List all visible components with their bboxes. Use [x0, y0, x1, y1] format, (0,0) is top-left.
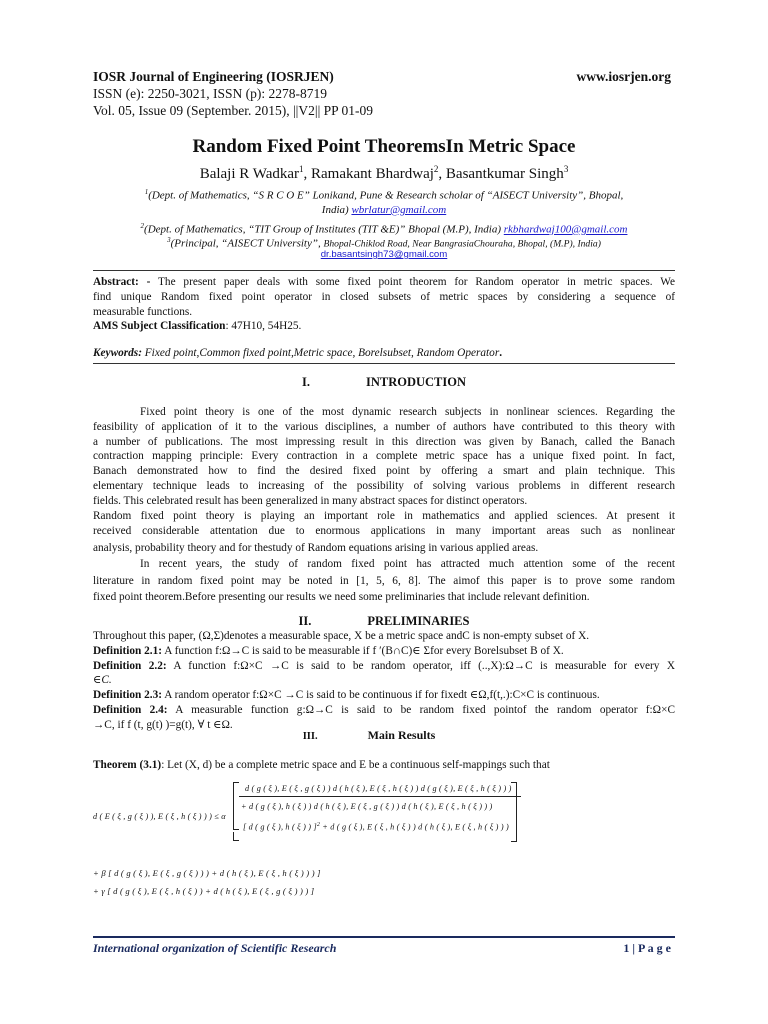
authors-line — [93, 164, 675, 183]
formula-lhs: d ( E ( ξ , g ( ξ ) ), E ( ξ , h ( ξ ) ) ) ≤ α — [93, 812, 226, 821]
footer-organization: International organization of Scientific Research — [93, 941, 337, 955]
email-link[interactable]: dr.basantsingh73@gmail.com — [320, 249, 448, 260]
author-name: Balaji R Wadkar — [199, 166, 300, 182]
abstract-line — [93, 275, 675, 290]
formula-term: + d ( g ( ξ ), E ( ξ , h ( ξ ) ) d ( h ( ξ ), E ( ξ , h ( ξ ) ) ) — [320, 822, 509, 832]
formula-denominator-1: + d ( g ( ξ ), h ( ξ ) ) d ( h ( ξ ), E ( ξ , g ( ξ ) ) d ( h ( ξ ), E ( ξ , h ( ξ ) ) ) — [241, 802, 493, 811]
affiliation-1-line-2 — [93, 203, 675, 217]
affiliation-superscript: 1 — [144, 188, 149, 196]
formula-gamma-term: + γ [ d ( g ( ξ ), E ( ξ , h ( ξ ) ) + d ( h ( ξ ), E ( ξ , g ( ξ ) ) ) ] — [93, 886, 315, 896]
text-line: fields. This celebrated result has been generalized in many abstract spaces for distinct operators. — [93, 494, 528, 507]
text-line: a number of publications. The most impressing result in this direction was given by Banach, called the Banach — [93, 435, 675, 448]
text-line: fixed point theorem.Before presenting our results we need some preliminaries that include relevant definition. — [93, 591, 590, 603]
abstract-block — [93, 275, 675, 334]
affiliation-text: Bhopal-Chiklod Road, Near BangrasiaChouraha, Bhopal, (M.P), India) — [323, 238, 601, 250]
email-link[interactable]: rkbhardwaj100@gmail.com — [503, 223, 628, 236]
author-separator: , — [438, 166, 446, 182]
formula-term: [ d ( g ( ξ ), h ( ξ ) ) ] — [243, 822, 317, 832]
definition — [93, 688, 675, 703]
formula-block — [93, 780, 533, 890]
text-line: feasibility of application of it to the various disciplines, a number of authors have contributed to this theory with — [93, 420, 675, 433]
section-title: PRELIMINARIES — [367, 614, 470, 628]
text-line: Random fixed point theory is playing an important role in mathematics and applied sciences. At present it — [93, 509, 675, 522]
keywords-end: . — [499, 347, 503, 359]
text-line: received considerable attentation due to enormous applications in many important areas such as nonlinear — [93, 525, 675, 537]
section-number: I. — [301, 375, 310, 389]
formula-bracket-left-lower — [233, 832, 239, 841]
section-heading — [93, 614, 675, 629]
text-line: In recent years, the study of random fixed point has attracted much attention some of the recent — [140, 558, 675, 570]
paper-title: Random Fixed Point TheoremsIn Metric Space — [192, 136, 576, 157]
journal-name: IOSR Journal of Engineering (IOSRJEN) — [93, 69, 334, 84]
affiliation-superscript: 3 — [167, 236, 171, 244]
affiliation-1-line-1 — [93, 185, 675, 203]
ams-value: : 47H10, 54H25. — [225, 320, 302, 333]
definition-label: Definition 2.1: — [93, 644, 163, 657]
definition — [93, 644, 675, 659]
definition-continued: →C, if f (t, g(t) )=g(t), ∀ t ∈Ω. — [93, 718, 233, 731]
formula-beta-term: + β [ d ( g ( ξ ), E ( ξ , g ( ξ ) ) ) + d ( h ( ξ ), E ( ξ , h ( ξ ) ) ) ] — [93, 868, 321, 878]
definition-text: A function f:Ω×C →C is said to be random operator, iff (..,X):Ω→C is measurable for every X — [166, 659, 675, 672]
preliminaries-block — [93, 629, 675, 733]
author-separator: , — [303, 166, 312, 182]
abstract-text: The present paper deals with some fixed point theorem for Random operator in metric spaces. We — [150, 276, 676, 288]
keywords — [93, 346, 675, 361]
journal-website[interactable]: www.iosrjen.org — [576, 69, 671, 84]
affiliation-text: (Dept. of Mathematics, “S R C O E” Lonikand, Pune & Research scholar of “AISECT University”, Bhopal, — [148, 189, 624, 202]
text-line: elementary technique leads to increasing of the possibility of solving various problems in different research — [93, 479, 675, 492]
email-link[interactable]: wbrlatur@gmail.com — [351, 203, 447, 216]
abstract-divider-bottom — [93, 363, 675, 364]
page-label: | P a g e — [629, 941, 671, 955]
affiliation-3-email-line — [93, 249, 675, 260]
footer-page — [623, 941, 671, 956]
abstract-label: Abstract: - — [93, 276, 151, 288]
definition-label: Definition 2.3: — [93, 689, 163, 702]
section-title: Main Results — [367, 728, 436, 742]
definition-text: A function f:Ω→C is said to be measurable if f ′(B∩C)∈ Σfor every Borelsubset B of X. — [162, 644, 564, 657]
definition — [93, 659, 675, 674]
abstract-divider-top — [93, 270, 675, 271]
section-number: II. — [298, 614, 312, 628]
formula-numerator: d ( g ( ξ ), E ( ξ , g ( ξ ) ) d ( h ( ξ ), E ( ξ , h ( ξ ) ) d ( g ( ξ ), E ( ξ , h ( ξ ) ) ) — [245, 784, 512, 793]
theorem-label: Theorem (3.1) — [93, 759, 162, 771]
theorem-statement — [93, 758, 675, 773]
keywords-label: Keywords: — [93, 347, 142, 359]
fraction-bar — [239, 796, 521, 797]
section-number: III. — [302, 731, 318, 742]
definition-text: A measurable function g:Ω→C is said to be random fixed pointof the random operator f:Ω×C — [167, 703, 675, 716]
definition-label: Definition 2.4: — [93, 703, 168, 716]
text-line: analysis, probability theory and for thestudy of Random equations arising in various applied areas. — [93, 541, 539, 554]
formula-bracket-left — [233, 782, 239, 830]
keywords-value: Fixed point,Common fixed point,Metric space, Borelsubset, Random Operator — [141, 347, 500, 359]
issn-line: ISSN (e): 2250-3021, ISSN (p): 2278-8719 — [93, 86, 327, 101]
theorem-text: : Let (X, d) be a complete metric space and E be a continuous self-mappings such that — [161, 759, 550, 771]
definition — [93, 703, 675, 718]
section-title: INTRODUCTION — [365, 375, 466, 389]
abstract-line: find unique Random fixed point operator in closed subsets of metric spaces by considering a sequence of — [93, 290, 675, 303]
abstract-line: measurable functions. — [93, 305, 193, 318]
page-number: 1 — [623, 941, 630, 955]
author-name: Basantkumar Singh — [445, 166, 564, 182]
volume-line: Vol. 05, Issue 09 (September. 2015), ||V2|| PP 01-09 — [93, 103, 374, 118]
text-line: Throughout this paper, (Ω,Σ)denotes a measurable space, X be a metric space andC is non-empty subset of X. — [93, 630, 590, 642]
footer-divider — [93, 936, 675, 938]
affiliation-text: India) — [321, 203, 352, 216]
affiliation-superscript: 2 — [140, 222, 145, 230]
formula-exponent: 2 — [316, 822, 321, 828]
formula-denominator-2 — [243, 822, 509, 832]
definition-label: Definition 2.2: — [93, 659, 167, 672]
ams-label: AMS Subject Classification — [93, 320, 226, 333]
author-superscript: 1 — [299, 164, 304, 174]
ams-classification — [93, 319, 675, 334]
definition-continued: ∈C. — [93, 674, 112, 687]
affiliation-text: (Principal, “AISECT University”, — [170, 237, 324, 250]
section-heading — [93, 728, 675, 743]
text-line: contraction mapping principle: Every contraction in a complete metric space has a unique fixed point. In fact, — [93, 450, 675, 463]
author-superscript: 3 — [563, 164, 569, 174]
intro-paragraph-2 — [93, 523, 675, 606]
affiliation-1 — [93, 185, 675, 217]
text-line: literature in random fixed point may be noted in [1, 5, 6, 8]. The aimof this paper is to prove some random — [93, 574, 675, 587]
section-heading — [93, 375, 675, 390]
intro-paragraph — [93, 405, 675, 523]
definition-text: A random operator f:Ω×C →C is said to be continuous if for fixedt ∈Ω,f(t,.):C×C is continuous. — [162, 689, 600, 702]
author-name: Ramakant Bhardwaj — [311, 166, 434, 182]
text-line: Banach demonstrated how to find the desired fixed point by offering a smart and plain technique. This — [93, 465, 675, 478]
formula-bracket-right — [511, 782, 517, 842]
text-line: Fixed point theory is one of the most dynamic research subjects in nonlinear sciences. Regarding the — [140, 406, 675, 418]
author-superscript: 2 — [433, 164, 439, 174]
affiliation-text: (Dept. of Mathematics, “TIT Group of Institutes (TIT &E)” Bhopal (M.P), India) — [144, 223, 504, 236]
